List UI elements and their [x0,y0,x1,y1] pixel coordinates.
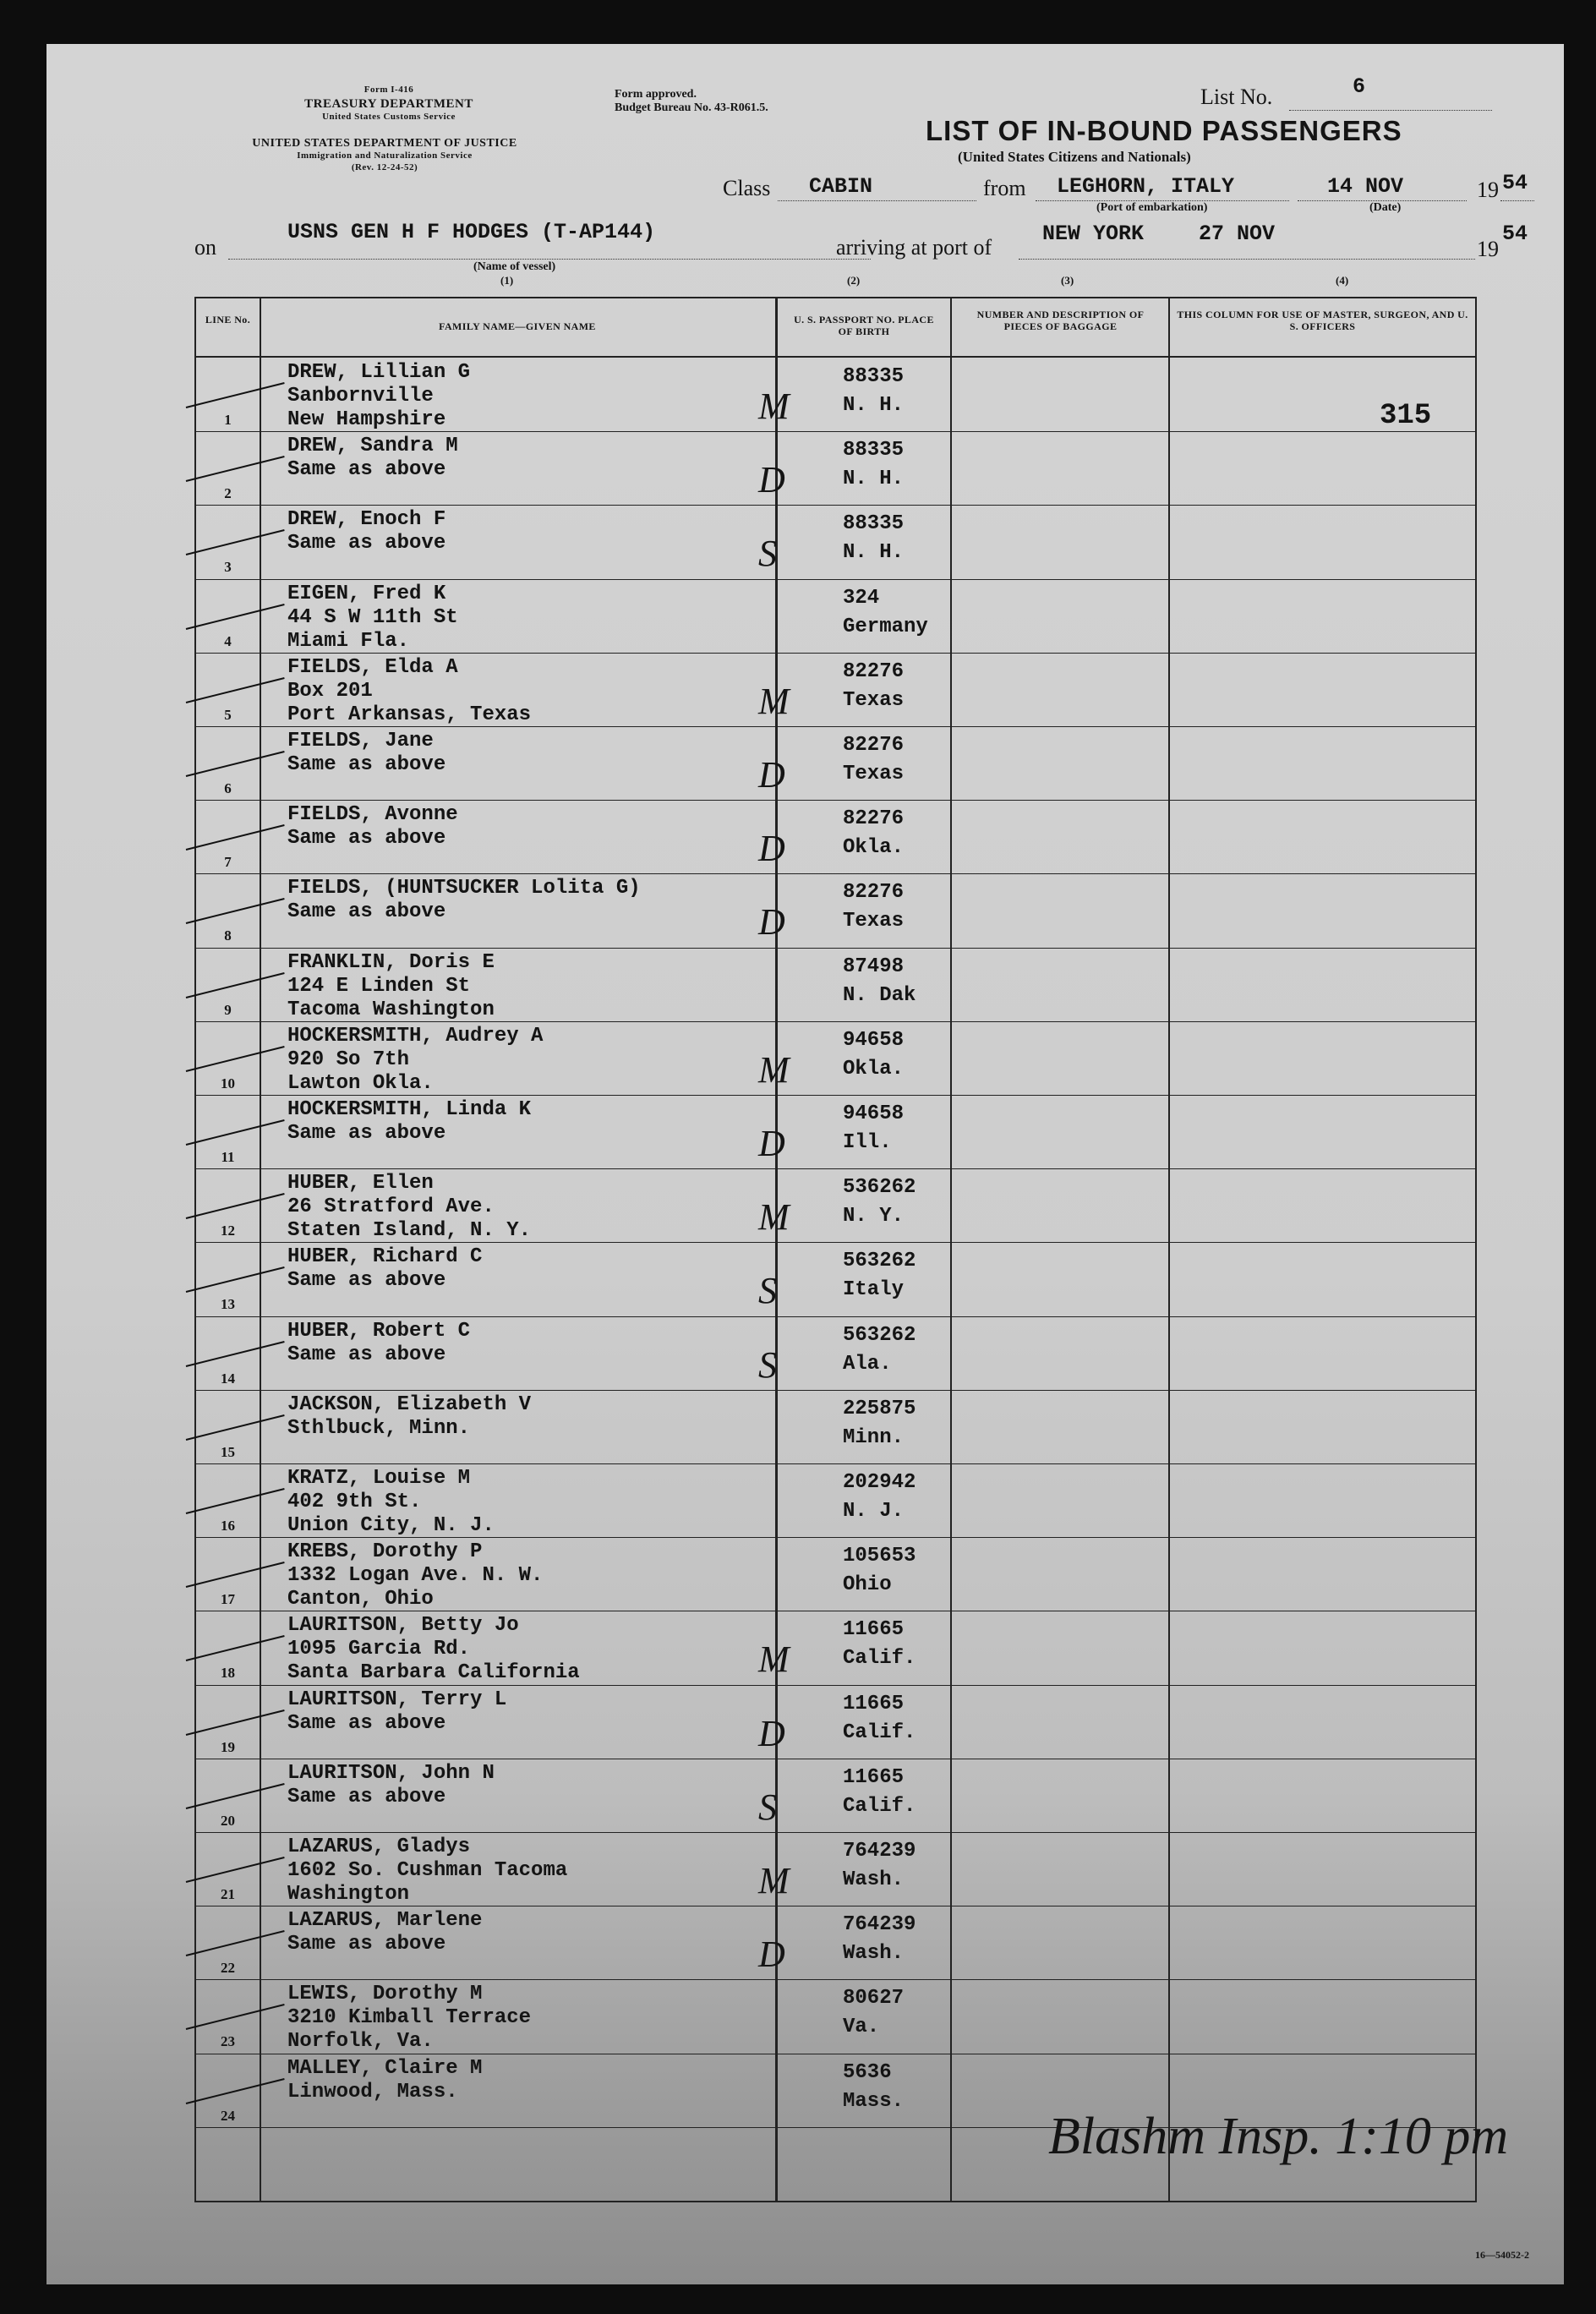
line-number: 23 [221,2033,235,2050]
port-embarkation: LEGHORN, ITALY [1057,174,1235,199]
port-caption: (Port of embarkation) [1096,201,1208,214]
check-mark [186,751,285,777]
arrival-date: 27 NOV [1199,222,1276,246]
relation-mark: S [758,1343,777,1386]
line-number: 22 [221,1960,235,1977]
passenger-name: FIELDS, Jane Same as above [287,730,446,776]
relation-mark: S [758,1270,777,1312]
line-number: 6 [224,780,232,796]
line-number: 3 [224,559,232,576]
list-no-value: 6 [1353,74,1366,99]
line-number: 13 [221,1296,235,1313]
col3-caption: (3) [1061,274,1074,287]
passport-birthplace: 88335 N. H. [843,365,905,417]
passenger-name: JACKSON, Elizabeth V Sthlbuck, Minn. [287,1392,532,1440]
relation-mark: D [758,1123,785,1164]
check-mark [186,1193,285,1219]
passport-birthplace: 11665 Calif. [843,1692,916,1744]
col-passport: U. S. PASSPORT NO. PLACE OF BIRTH [794,314,934,337]
line-number: 18 [221,1665,235,1682]
passport-birthplace: 82276 Texas [843,881,905,933]
passenger-name: HOCKERSMITH, Audrey A 920 So 7th Lawton Okla. [287,1024,544,1095]
line-number: 10 [221,1075,235,1091]
date-embarkation: 14 NOV [1327,174,1404,199]
table-row [196,431,1475,506]
year-prefix: 19 [1477,178,1499,202]
passport-birthplace: 536262 N. Y. [843,1176,916,1228]
line-number: 2 [224,485,232,502]
relation-mark: S [758,533,777,575]
passenger-name: FRANKLIN, Doris E 124 E Linden St Tacoma Washington [287,950,495,1021]
passenger-name: LAURITSON, John N Same as above [287,1761,495,1808]
table-row [196,653,1475,727]
passport-birthplace: 563262 Ala. [843,1323,916,1376]
check-mark [186,1046,285,1072]
check-mark [186,1119,285,1146]
line-number: 4 [224,632,232,649]
line-number: 16 [221,1518,235,1534]
officer-note: 315 [1380,400,1432,432]
table-row [196,873,1475,948]
table-row [196,1168,1475,1243]
table-row [196,800,1475,874]
line-number: 19 [221,1738,235,1755]
check-mark [186,677,285,703]
passenger-name: KREBS, Dorothy P 1332 Logan Ave. N. W. Canton, Ohio [287,1540,544,1611]
relation-mark: D [758,901,785,944]
passport-birthplace: 105653 Ohio [843,1545,916,1597]
col2-caption: (2) [847,274,861,287]
check-mark [186,456,285,482]
passport-birthplace: 82276 Texas [843,659,905,712]
table-row [196,948,1475,1022]
passenger-name: FIELDS, (HUNTSUCKER Lolita G) Same as above [287,877,641,924]
col4-caption: (4) [1336,274,1349,287]
passenger-name: HUBER, Ellen 26 Stratford Ave. Staten Island, N. Y. [287,1172,532,1243]
table-row [196,726,1475,801]
passport-birthplace: 82276 Texas [843,734,905,785]
arriving-label: arriving at port of [836,235,992,260]
relation-mark: M [758,1860,790,1901]
page-subtitle: (United States Citizens and Nationals) [958,149,1191,165]
relation-mark: M [758,386,790,427]
relation-mark: D [758,828,785,870]
passenger-name: LAURITSON, Betty Jo 1095 Garcia Rd. Santa Barbara California [287,1614,580,1685]
passport-birthplace: 764239 Wash. [843,1913,916,1966]
relation-mark: D [758,459,785,501]
table-row [196,1759,1475,1833]
check-mark [186,2004,285,2030]
check-mark [186,1341,285,1367]
table-row [196,1906,1475,1980]
passenger-name: EIGEN, Fred K 44 S W 11th St Miami Fla. [287,582,458,653]
check-mark [186,972,285,998]
passenger-name: FIELDS, Elda A Box 201 Port Arkansas, Texas [287,655,532,726]
year-embarkation: 54 [1502,171,1528,195]
on-label: on [194,235,216,260]
check-mark [186,1266,285,1293]
passport-birthplace: 94658 Okla. [843,1028,905,1080]
treasury-label: TREASURY DEPARTMENT [304,97,473,111]
col-officers: THIS COLUMN FOR USE OF MASTER, SURGEON, AND U. S. OFFICERS [1177,309,1468,332]
passport-birthplace: 563262 Italy [843,1250,916,1302]
table-row [196,1979,1475,2054]
check-mark [186,2078,285,2104]
check-mark [186,1930,285,1956]
passenger-name: HUBER, Robert C Same as above [287,1319,471,1366]
justice-label: UNITED STATES DEPARTMENT OF JUSTICE [252,137,517,150]
ins-label: Immigration and Naturalization Service [297,150,473,161]
table-row [196,1316,1475,1391]
check-mark [186,1562,285,1588]
line-number: 17 [221,1591,235,1608]
check-mark [186,824,285,851]
check-mark [186,604,285,630]
passenger-name: LAZARUS, Gladys 1602 So. Cushman Tacoma Washington [287,1835,568,1906]
passport-birthplace: 202942 N. J. [843,1471,916,1523]
arrival-port: NEW YORK [1042,222,1145,246]
passenger-name: DREW, Lillian G Sanbornville New Hampshire [287,361,471,431]
form-approved: Form approved. [615,88,697,101]
check-mark [186,1857,285,1883]
line-number: 24 [221,2107,235,2124]
list-no-label: List No. [1200,85,1273,109]
form-number: Form I-416 [363,85,414,95]
relation-mark: M [758,680,790,722]
table-row [196,1390,1475,1464]
line-number: 20 [221,1812,235,1829]
relation-mark: D [758,1712,785,1754]
passenger-name: KRATZ, Louise M 402 9th St. Union City, N. J. [287,1467,495,1537]
from-label: from [983,176,1026,200]
line-number: 12 [221,1223,235,1239]
passport-birthplace: 764239 Wash. [843,1840,916,1891]
check-mark [186,1710,285,1736]
table-row [196,358,1475,432]
passenger-name: LAZARUS, Marlene Same as above [287,1909,483,1956]
passenger-name: HUBER, Richard C Same as above [287,1245,483,1293]
revision-label: (Rev. 12-24-52) [351,162,418,172]
line-number: 1 [224,412,232,428]
check-mark [186,1783,285,1809]
class-value: CABIN [809,174,873,199]
table-row [196,505,1475,579]
line-number: 11 [221,1149,235,1165]
passport-birthplace: 80627 Va. [843,1987,905,2039]
year-prefix-arrival: 19 [1477,237,1499,261]
passenger-name: HOCKERSMITH, Linda K Same as above [287,1098,532,1145]
check-mark [186,529,285,555]
col-baggage: NUMBER AND DESCRIPTION OF PIECES OF BAGGAGE [976,309,1145,332]
check-mark [186,1635,285,1661]
line-number: 15 [221,1443,235,1460]
line-number: 9 [224,1001,232,1018]
passport-birthplace: 88335 N. H. [843,439,905,491]
passenger-name: DREW, Enoch F Same as above [287,508,446,555]
table-row [196,1021,1475,1096]
table-row [196,1463,1475,1538]
line-number: 14 [221,1370,235,1387]
relation-mark: M [758,1196,790,1239]
check-mark [186,898,285,924]
passport-birthplace: 88335 N. H. [843,512,905,565]
passport-birthplace: 94658 Ill. [843,1102,905,1154]
relation-mark: S [758,1786,777,1828]
col-name: FAMILY NAME—GIVEN NAME [439,320,596,332]
page-title: LIST OF IN-BOUND PASSENGERS [926,115,1402,146]
passenger-name: LEWIS, Dorothy M 3210 Kimball Terrace Norfolk, Va. [287,1983,532,2054]
passport-birthplace: 82276 Okla. [843,807,905,860]
passenger-name: DREW, Sandra M Same as above [287,435,458,482]
passenger-name: MALLEY, Claire M Linwood, Mass. [287,2056,483,2103]
table-row [196,579,1475,654]
passport-birthplace: 11665 Calif. [843,1765,916,1818]
line-number: 8 [224,927,232,944]
customs-label: United States Customs Service [322,112,456,122]
relation-mark: D [758,754,785,796]
check-mark [186,1414,285,1441]
table-row [196,1242,1475,1316]
passport-birthplace: 5636 Mass. [843,2060,905,2113]
table-row [196,1095,1475,1169]
passenger-name: LAURITSON, Terry L Same as above [287,1688,507,1735]
vessel-caption: (Name of vessel) [473,260,556,273]
passport-birthplace: 324 Germany [843,586,928,638]
table-row [196,1832,1475,1906]
vessel-name: USNS GEN H F HODGES (T-AP144) [287,220,656,244]
passport-birthplace: 11665 Calif. [843,1618,916,1671]
footer-code: 16—54052-2 [1475,2249,1529,2261]
line-number: 7 [224,854,232,871]
form-sheet [46,44,1564,2284]
col-line-no: LINE No. [205,314,251,325]
relation-mark: D [758,1934,785,1976]
table-row [196,1537,1475,1611]
relation-mark: M [758,1048,790,1091]
relation-mark: M [758,1638,790,1681]
budget-number: Budget Bureau No. 43-R061.5. [615,101,768,114]
year-arrival: 54 [1502,222,1528,246]
date-caption: (Date) [1369,201,1402,214]
inspector-signature: Blashm Insp. 1:10 pm [1048,2108,1509,2165]
passport-birthplace: 225875 Minn. [843,1397,916,1449]
passenger-name: FIELDS, Avonne Same as above [287,803,458,851]
col1-caption: (1) [500,274,514,287]
passport-birthplace: 87498 N. Dak [843,955,916,1007]
line-number: 5 [224,706,232,723]
line-number: 21 [221,1886,235,1902]
passenger-table [194,297,1477,2202]
class-label: Class [723,176,771,200]
table-row [196,1685,1475,1759]
table-row [196,1611,1475,1685]
check-mark [186,1488,285,1514]
check-mark [186,382,285,408]
